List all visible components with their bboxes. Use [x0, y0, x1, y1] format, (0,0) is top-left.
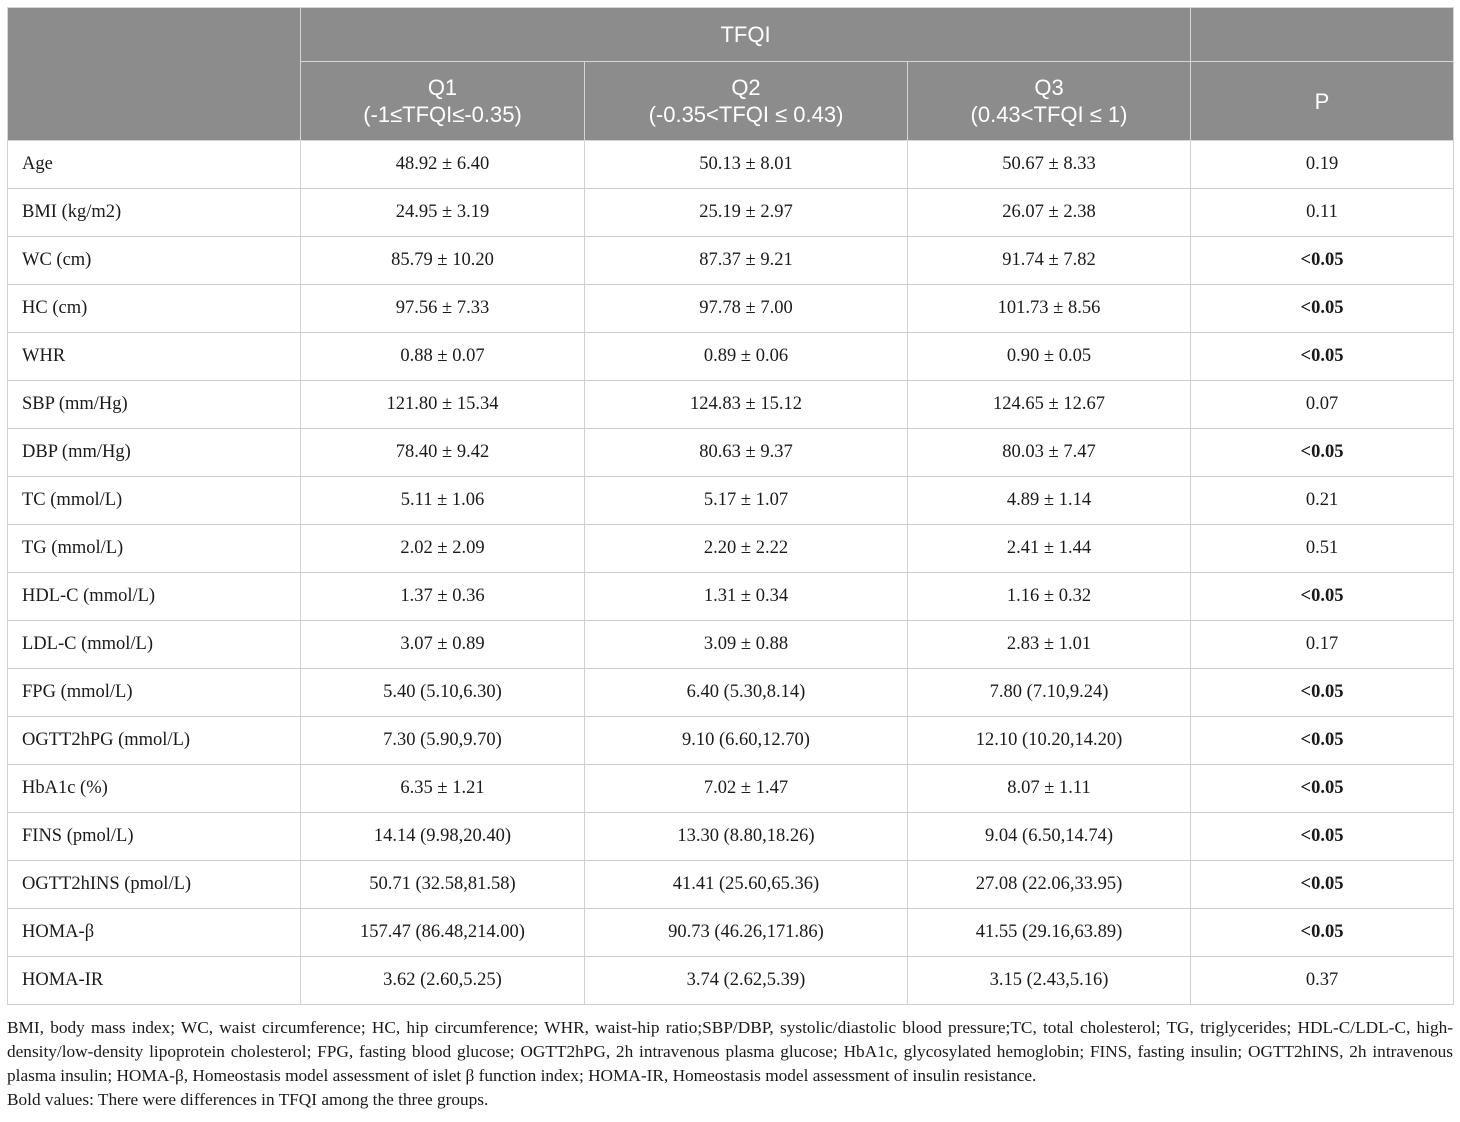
cell-q2: 1.31 ± 0.34 [585, 573, 908, 621]
cell-p-value: 0.07 [1191, 381, 1454, 429]
table-row [8, 141, 1454, 189]
cell-q1: 3.07 ± 0.89 [301, 621, 585, 669]
table-row [8, 621, 1454, 669]
cell-q2: 80.63 ± 9.37 [585, 429, 908, 477]
column-header-q1-name: Q1 [427, 75, 458, 100]
cell-q2: 7.02 ± 1.47 [585, 765, 908, 813]
cell-p-value: 0.51 [1191, 525, 1454, 573]
cell-p-value: 0.17 [1191, 621, 1454, 669]
row-label: BMI (kg/m2) [8, 189, 301, 237]
row-label: WC (cm) [8, 237, 301, 285]
table-row [8, 429, 1454, 477]
cell-q2: 90.73 (46.26,171.86) [585, 909, 908, 957]
cell-q2: 124.83 ± 15.12 [585, 381, 908, 429]
row-label: OGTT2hPG (mmol/L) [8, 717, 301, 765]
table-row [8, 525, 1454, 573]
cell-q1: 3.62 (2.60,5.25) [301, 957, 585, 1005]
row-label: OGTT2hINS (pmol/L) [8, 861, 301, 909]
cell-q1: 78.40 ± 9.42 [301, 429, 585, 477]
cell-q1: 48.92 ± 6.40 [301, 141, 585, 189]
table-row [8, 381, 1454, 429]
row-label: HOMA-β [8, 909, 301, 957]
cell-q1: 1.37 ± 0.36 [301, 573, 585, 621]
row-label: HC (cm) [8, 285, 301, 333]
cell-q2: 97.78 ± 7.00 [585, 285, 908, 333]
footnote-bold-note: Bold values: There were differences in TFQI among the three groups. [7, 1090, 489, 1109]
column-header-q1 [301, 62, 585, 141]
cell-q2: 3.09 ± 0.88 [585, 621, 908, 669]
table-row [8, 285, 1454, 333]
cell-q3: 9.04 (6.50,14.74) [908, 813, 1191, 861]
row-label: WHR [8, 333, 301, 381]
table-row [8, 333, 1454, 381]
cell-q1: 50.71 (32.58,81.58) [301, 861, 585, 909]
column-header-q3-name: Q3 [1034, 75, 1064, 100]
row-label: FINS (pmol/L) [8, 813, 301, 861]
cell-p-value: <0.05 [1191, 237, 1454, 285]
cell-q1: 6.35 ± 1.21 [301, 765, 585, 813]
cell-q3: 12.10 (10.20,14.20) [908, 717, 1191, 765]
cell-p-value: <0.05 [1191, 765, 1454, 813]
cell-q2: 5.17 ± 1.07 [585, 477, 908, 525]
cell-p-value: 0.21 [1191, 477, 1454, 525]
header-corner-cell [8, 8, 301, 141]
cell-q2: 9.10 (6.60,12.70) [585, 717, 908, 765]
cell-q1: 121.80 ± 15.34 [301, 381, 585, 429]
row-label: HDL-C (mmol/L) [8, 573, 301, 621]
table-row [8, 765, 1454, 813]
cell-p-value: 0.11 [1191, 189, 1454, 237]
table-row [8, 909, 1454, 957]
table-row [8, 189, 1454, 237]
table-row [8, 477, 1454, 525]
cell-p-value: <0.05 [1191, 333, 1454, 381]
cell-p-value: <0.05 [1191, 429, 1454, 477]
column-header-q2-name: Q2 [731, 75, 761, 100]
cell-q3: 50.67 ± 8.33 [908, 141, 1191, 189]
column-header-q3-range: (0.43<TFQI ≤ 1) [970, 102, 1128, 127]
cell-q1: 7.30 (5.90,9.70) [301, 717, 585, 765]
header-row-group [8, 8, 1454, 62]
cell-q1: 85.79 ± 10.20 [301, 237, 585, 285]
cell-q3: 2.83 ± 1.01 [908, 621, 1191, 669]
cell-q3: 8.07 ± 1.11 [908, 765, 1191, 813]
cell-q1: 24.95 ± 3.19 [301, 189, 585, 237]
cell-q3: 0.90 ± 0.05 [908, 333, 1191, 381]
table-container [7, 7, 1453, 1005]
cell-q3: 1.16 ± 0.32 [908, 573, 1191, 621]
cell-q1: 97.56 ± 7.33 [301, 285, 585, 333]
cell-q2: 25.19 ± 2.97 [585, 189, 908, 237]
cell-p-value: <0.05 [1191, 909, 1454, 957]
cell-p-value: <0.05 [1191, 285, 1454, 333]
table-row [8, 957, 1454, 1005]
header-blank-cell [1191, 8, 1454, 62]
row-label: SBP (mm/Hg) [8, 381, 301, 429]
cell-q1: 2.02 ± 2.09 [301, 525, 585, 573]
cell-q2: 6.40 (5.30,8.14) [585, 669, 908, 717]
cell-q2: 2.20 ± 2.22 [585, 525, 908, 573]
table-row [8, 669, 1454, 717]
cell-p-value: <0.05 [1191, 573, 1454, 621]
row-label: TC (mmol/L) [8, 477, 301, 525]
column-header-q3 [908, 62, 1191, 141]
cell-q3: 3.15 (2.43,5.16) [908, 957, 1191, 1005]
cell-p-value: <0.05 [1191, 861, 1454, 909]
column-header-q2 [585, 62, 908, 141]
footnote-abbreviations: BMI, body mass index; WC, waist circumference; HC, hip circumference; WHR, waist-hip ratio;SBP/DBP, systolic/diastolic blood pressure;TC, total cholesterol; TG, triglycerides; HDL-C/LDL-C, high-density/low-density lipoprotein cholesterol; FPG, fasting blood glucose; OGTT2hPG, 2h intravenous plasma glucose; HbA1c, glycosylated hemoglobin; FINS, fasting insulin; OGTT2hINS, 2h intravenous plasma insulin; HOMA-β, Homeostasis model assessment of islet β function index; HOMA-IR, Homeostasis model assessment of insulin resistance. [7, 1018, 1453, 1085]
column-header-p: P [1191, 62, 1454, 141]
cell-q1: 0.88 ± 0.07 [301, 333, 585, 381]
cell-q1: 14.14 (9.98,20.40) [301, 813, 585, 861]
cell-q2: 0.89 ± 0.06 [585, 333, 908, 381]
cell-q3: 2.41 ± 1.44 [908, 525, 1191, 573]
cell-q3: 91.74 ± 7.82 [908, 237, 1191, 285]
tfqi-group-header: TFQI [301, 8, 1191, 62]
table-footnote [7, 1016, 1453, 1112]
cell-q3: 26.07 ± 2.38 [908, 189, 1191, 237]
table-row [8, 573, 1454, 621]
cell-q3: 41.55 (29.16,63.89) [908, 909, 1191, 957]
table-row [8, 717, 1454, 765]
row-label: LDL-C (mmol/L) [8, 621, 301, 669]
cell-q3: 4.89 ± 1.14 [908, 477, 1191, 525]
cell-q3: 101.73 ± 8.56 [908, 285, 1191, 333]
row-label: DBP (mm/Hg) [8, 429, 301, 477]
row-label: Age [8, 141, 301, 189]
cell-p-value: 0.37 [1191, 957, 1454, 1005]
cell-q2: 41.41 (25.60,65.36) [585, 861, 908, 909]
cell-q3: 124.65 ± 12.67 [908, 381, 1191, 429]
cell-q2: 50.13 ± 8.01 [585, 141, 908, 189]
cell-q2: 13.30 (8.80,18.26) [585, 813, 908, 861]
cell-p-value: <0.05 [1191, 717, 1454, 765]
cell-q2: 87.37 ± 9.21 [585, 237, 908, 285]
row-label: TG (mmol/L) [8, 525, 301, 573]
cell-q2: 3.74 (2.62,5.39) [585, 957, 908, 1005]
cell-q1: 5.11 ± 1.06 [301, 477, 585, 525]
table-row [8, 813, 1454, 861]
cell-p-value: <0.05 [1191, 669, 1454, 717]
cell-p-value: <0.05 [1191, 813, 1454, 861]
cell-q1: 5.40 (5.10,6.30) [301, 669, 585, 717]
row-label: HOMA-IR [8, 957, 301, 1005]
column-header-q1-range: (-1≤TFQI≤-0.35) [363, 102, 522, 127]
cell-q3: 27.08 (22.06,33.95) [908, 861, 1191, 909]
tfqi-table [7, 7, 1454, 1005]
cell-p-value: 0.19 [1191, 141, 1454, 189]
table-body [8, 141, 1454, 1005]
table-row [8, 861, 1454, 909]
cell-q1: 157.47 (86.48,214.00) [301, 909, 585, 957]
row-label: HbA1c (%) [8, 765, 301, 813]
row-label: FPG (mmol/L) [8, 669, 301, 717]
cell-q3: 7.80 (7.10,9.24) [908, 669, 1191, 717]
column-header-q2-range: (-0.35<TFQI ≤ 0.43) [648, 102, 844, 127]
table-row [8, 237, 1454, 285]
cell-q3: 80.03 ± 7.47 [908, 429, 1191, 477]
